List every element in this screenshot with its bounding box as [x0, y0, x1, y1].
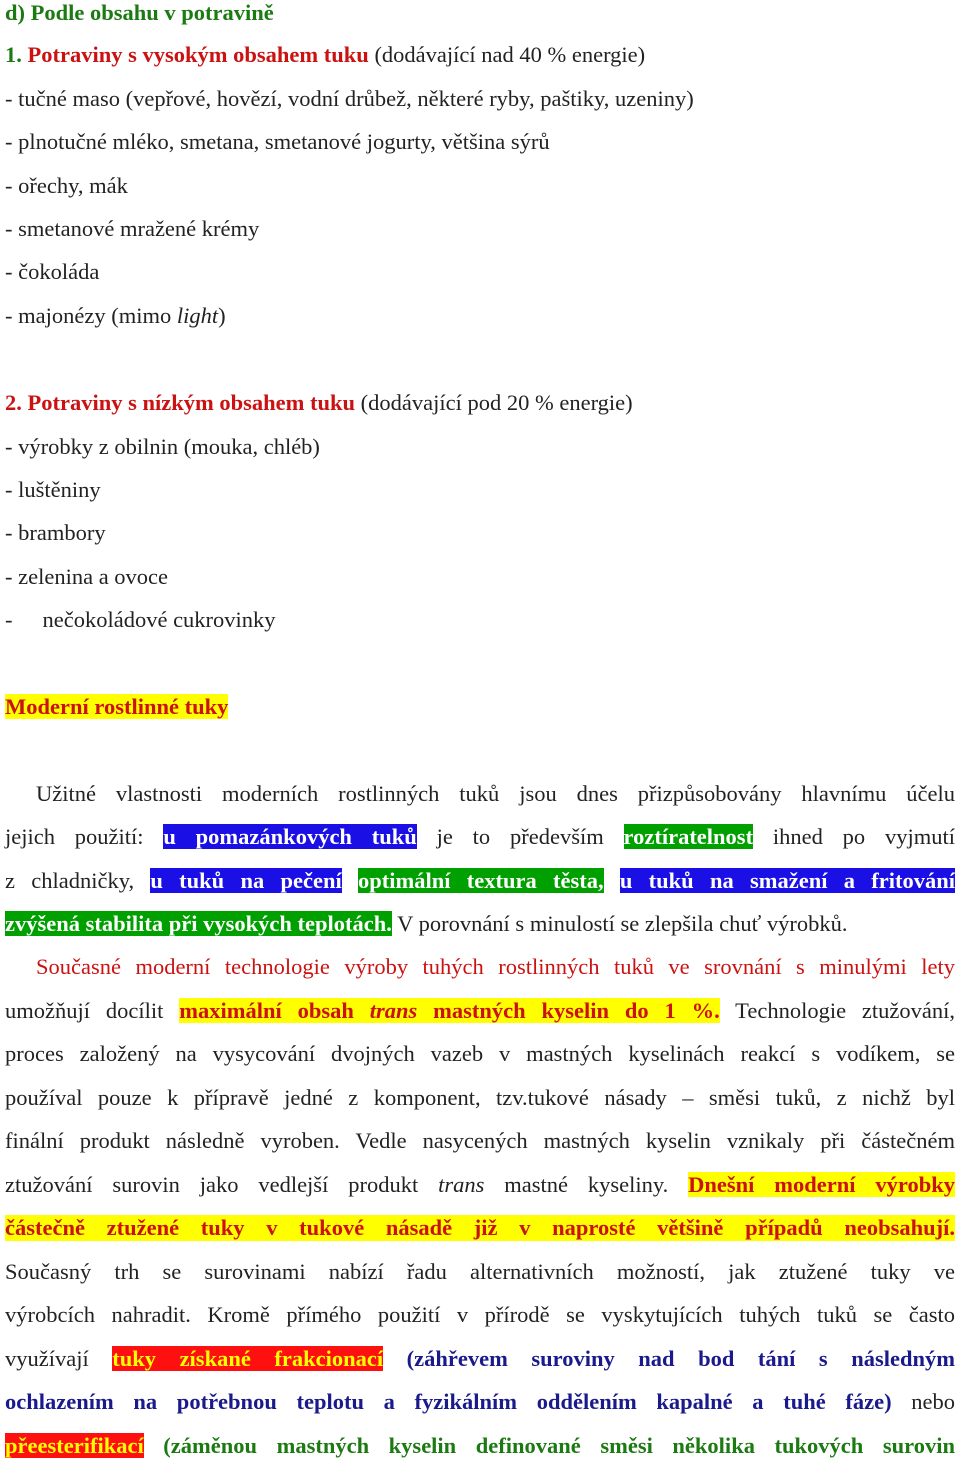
- list-item-suffix: ): [218, 303, 226, 328]
- list-item: - tučné maso (vepřové, hovězí, vodní drůbež, některé ryby, paštiky, uzeniny): [5, 86, 694, 111]
- paragraph-line: využívají tuky získané frakcionací (záhřevem suroviny nad bod tání s následným: [5, 1346, 955, 1371]
- highlight-stability: zvýšená stabilita při vysokých teplotách.: [5, 911, 392, 936]
- paragraph-line: používal pouze k přípravě jedné z komponent, tzv.tukové násady – směsi tuků, z nichž byl: [5, 1085, 955, 1110]
- paragraph-line: umožňují docílit maximální obsah trans mastných kyselin do 1 %. Technologie ztužování,: [5, 998, 956, 1023]
- highlight-dough-texture: optimální textura těsta,: [358, 868, 604, 893]
- highlight-interesterification: přeesterifikací: [5, 1433, 144, 1458]
- list-item: [5, 303, 226, 329]
- modern-heading-text: Moderní rostlinné tuky: [5, 694, 229, 719]
- group-low-number: 2.: [5, 390, 22, 415]
- list-item-italic: light: [176, 303, 219, 328]
- paragraph-line: přeesterifikací (záměnou mastných kyselin definované směsi několika tukových surovin: [5, 1433, 955, 1458]
- list-item: - výrobky z obilnin (mouka, chléb): [5, 434, 320, 459]
- list-item-text: - majonézy (mimo: [5, 303, 177, 328]
- list-item: - ořechy, mák: [5, 173, 128, 198]
- group-high-heading: Potraviny s vysokým obsahem tuku: [27, 42, 369, 67]
- list-item: - zelenina a ovoce: [5, 564, 169, 589]
- paragraph-line: výrobcích nahradit. Kromě přímého použití v přírodě se vyskytujících tuhých tuků se často: [5, 1302, 955, 1327]
- list-item: - smetanové mražené krémy: [5, 216, 260, 241]
- paragraph-line: Současné moderní technologie výroby tuhých rostlinných tuků ve srovnání s minulými lety: [36, 954, 955, 979]
- section-heading: d) Podle obsahu v potravině: [5, 0, 274, 25]
- list-item-text: nečokoládové cukrovinky: [42, 607, 276, 632]
- group-low-note: (dodávající pod 20 % energie): [355, 390, 633, 415]
- highlight-trans-max: maximální obsah trans mastných kyselin do 1 %.: [179, 998, 720, 1023]
- paragraph-line: z chladničky, u tuků na pečení optimální textura těsta, u tuků na smažení a fritování: [5, 868, 955, 893]
- group-high-title: [5, 42, 645, 68]
- group-high-note: (dodávající nad 40 % energie): [368, 42, 646, 67]
- paragraph-line: zvýšená stabilita při vysokých teplotách. V porovnání s minulostí se zlepšila chuť výrobků.: [5, 911, 848, 936]
- highlight-frying-fats: u tuků na smažení a fritování: [619, 868, 955, 893]
- highlight-modern-products: Dnešní moderní výrobky: [688, 1172, 956, 1197]
- paragraph-line: proces založený na vysycování dvojných vazeb v mastných kyselinách reakcí s vodíkem, se: [5, 1041, 955, 1066]
- list-dash: -: [5, 607, 13, 632]
- highlight-fractionation: tuky získané frakcionací: [112, 1346, 384, 1371]
- group-low-heading: Potraviny s nízkým obsahem tuku: [27, 390, 356, 415]
- paragraph-line: Současný trh se surovinami nabízí řadu alternativních možností, jak ztužené tuky ve: [5, 1259, 955, 1284]
- list-item: - luštěniny: [5, 477, 101, 502]
- group-high-number: 1.: [5, 42, 22, 67]
- highlight-spreads: u pomazánkových tuků: [163, 824, 417, 849]
- highlight-baking-fats: u tuků na pečení: [150, 868, 342, 893]
- list-item: - brambory: [5, 520, 106, 545]
- list-item: - plnotučné mléko, smetana, smetanové jogurty, většina sýrů: [5, 129, 550, 154]
- list-item: - čokoláda: [5, 259, 100, 284]
- paragraph-line: ztužování surovin jako vedlejší produkt trans mastné kyseliny. Dnešní moderní výrobky: [5, 1172, 956, 1197]
- paragraph-line: Užitné vlastnosti moderních rostlinných tuků jsou dnes přizpůsobovány hlavnímu účelu: [36, 781, 955, 806]
- paragraph-line: ochlazením na potřebnou teplotu a fyzikálním oddělením kapalné a tuhé fáze) nebo: [5, 1389, 955, 1414]
- paragraph-line: finální produkt následně vyroben. Vedle nasycených mastných kyselin vznikaly při částečném: [5, 1128, 955, 1153]
- modern-heading: [5, 694, 228, 720]
- list-item: [5, 607, 276, 633]
- group-low-title: [5, 390, 633, 416]
- paragraph-line: jejich použití: u pomazánkových tuků je to především roztíratelnost ihned po vyjmutí: [5, 824, 955, 849]
- paragraph-line-highlighted: částečně ztužené tuky v tukové násadě již v naprosté většině případů neobsahují.: [5, 1215, 955, 1240]
- highlight-spreadability: roztíratelnost: [623, 824, 754, 849]
